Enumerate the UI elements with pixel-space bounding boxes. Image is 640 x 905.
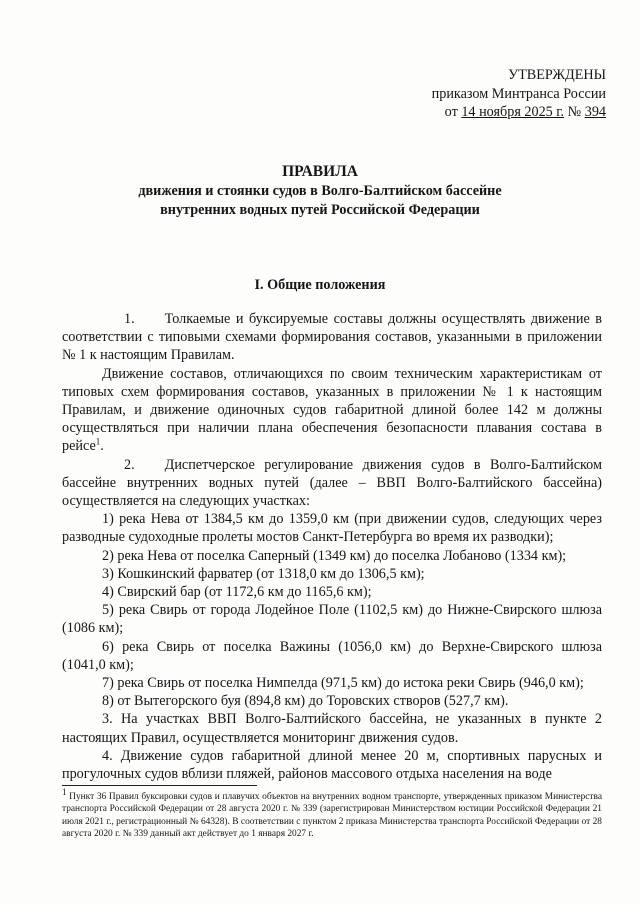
approval-number: 394 [584,104,606,120]
list-item: 8) от Вытегорского буя (894,8 км) до Торовских створов (527,7 км). [102,693,509,710]
list-item: 4) Свирский бар (от 1172,6 км до 1165,6 км); [102,584,372,601]
approval-date-line [396,103,606,122]
paragraph-1-continuation [62,365,602,456]
list-item: 1) река Нева от 1384,5 км до 1359,0 км (при движении судов, следующих через разводные судоходные пролеты мостов Санкт-Петербурга во время их разводки); [62,511,602,546]
number-prefix: № [564,104,585,120]
approval-line: УТВЕРЖДЕНЫ [508,67,606,83]
list-item: 2) река Нева от поселка Саперный (1349 км) до поселка Лобаново (1334 км); [102,547,567,564]
footnote [62,786,602,840]
document-body [62,310,602,783]
paragraph-3: 3. На участках ВВП Волго-Балтийского бассейна, не указанных в пункте 2 настоящих Правил, осуществляется мониторинг движения судов. [62,711,602,746]
paragraph-1-number: 1. [124,311,135,327]
paragraph-2-number: 2. [124,456,135,473]
title-line-3: внутренних водных путей Российской Федерации [160,202,480,218]
footnote-ref: 1 [95,436,101,447]
footnote-divider [62,785,257,786]
list-item: 3) Кошкинский фарватер (от 1318,0 км до 1306,5 км); [102,565,425,582]
footnote-text: Пункт 36 Правил буксировки судов и плавучих объектов на внутренних водном транспорте, утвержденных приказом Министерства транспорта Российской Федерации от 28 августа 2020 г. № 339 (зарегистрирован Министерством юстиции Российской Федерации 21 июля 2021 г., регистрационный № 64328). В соответствии с пунктом 2 приказа Министерства транспорта Российской Федерации от 28 августа 2020 г. № 339 данный акт действует до 1 января 2027 г. [62,792,602,839]
section-title: I. Общие положения [254,277,386,293]
paragraph-2 [62,456,602,511]
footnote-mark: 1 [62,786,67,797]
list-item: 5) река Свирь от города Лодейное Поле (1102,5 км) до Нижне-Свирского шлюза (1086 км); [62,602,602,637]
approval-order-line: приказом Минтранса России [431,85,606,102]
paragraph-1-cont-text: Движение составов, отличающихся по своим техническим характеристикам от типовых схем формирования составов, указанных в приложении № 1 к настоящим Правилам, и движение одиночных судов габаритной длиной более 142 м должны осуществляться при наличии плана обеспечения безопасности плавания состава в рейсе [62,365,602,455]
approval-date: 14 ноября 2025 г. [461,104,565,120]
paragraph-2-text: Диспетчерское регулирование движения судов в Волго-Балтийском бассейне внутренних водных путей (далее – ВВП Волго-Балтийского бассейна) осуществляется на следующих участках: [62,456,602,510]
document-title [50,162,590,220]
list-item: 6) река Свирь от поселка Важины (1056,0 км) до Верхне-Свирского шлюза (1041,0 км); [62,638,602,673]
list-item: 7) река Свирь от поселка Нимпелда (971,5 км) до истока реки Свирь (946,0 км); [102,675,584,692]
paragraph-1-end: . [100,438,104,455]
approval-block [396,66,606,122]
title-line-2: движения и стоянки судов в Волго-Балтийском бассейне [138,183,502,199]
title-heading: ПРАВИЛА [282,163,358,180]
paragraph-1-text: Толкаемые и буксируемые составы должны осуществлять движение в соответствии с типовыми схемами формирования составов, указанными в приложении № 1 к настоящим Правилам. [62,311,602,364]
date-prefix: от [444,104,462,120]
paragraph-4: 4. Движение судов габаритной длиной менее 20 м, спортивных парусных и прогулочных судов вблизи пляжей, районов массового отдыха населения на воде [62,747,602,783]
paragraph-1 [62,310,602,365]
